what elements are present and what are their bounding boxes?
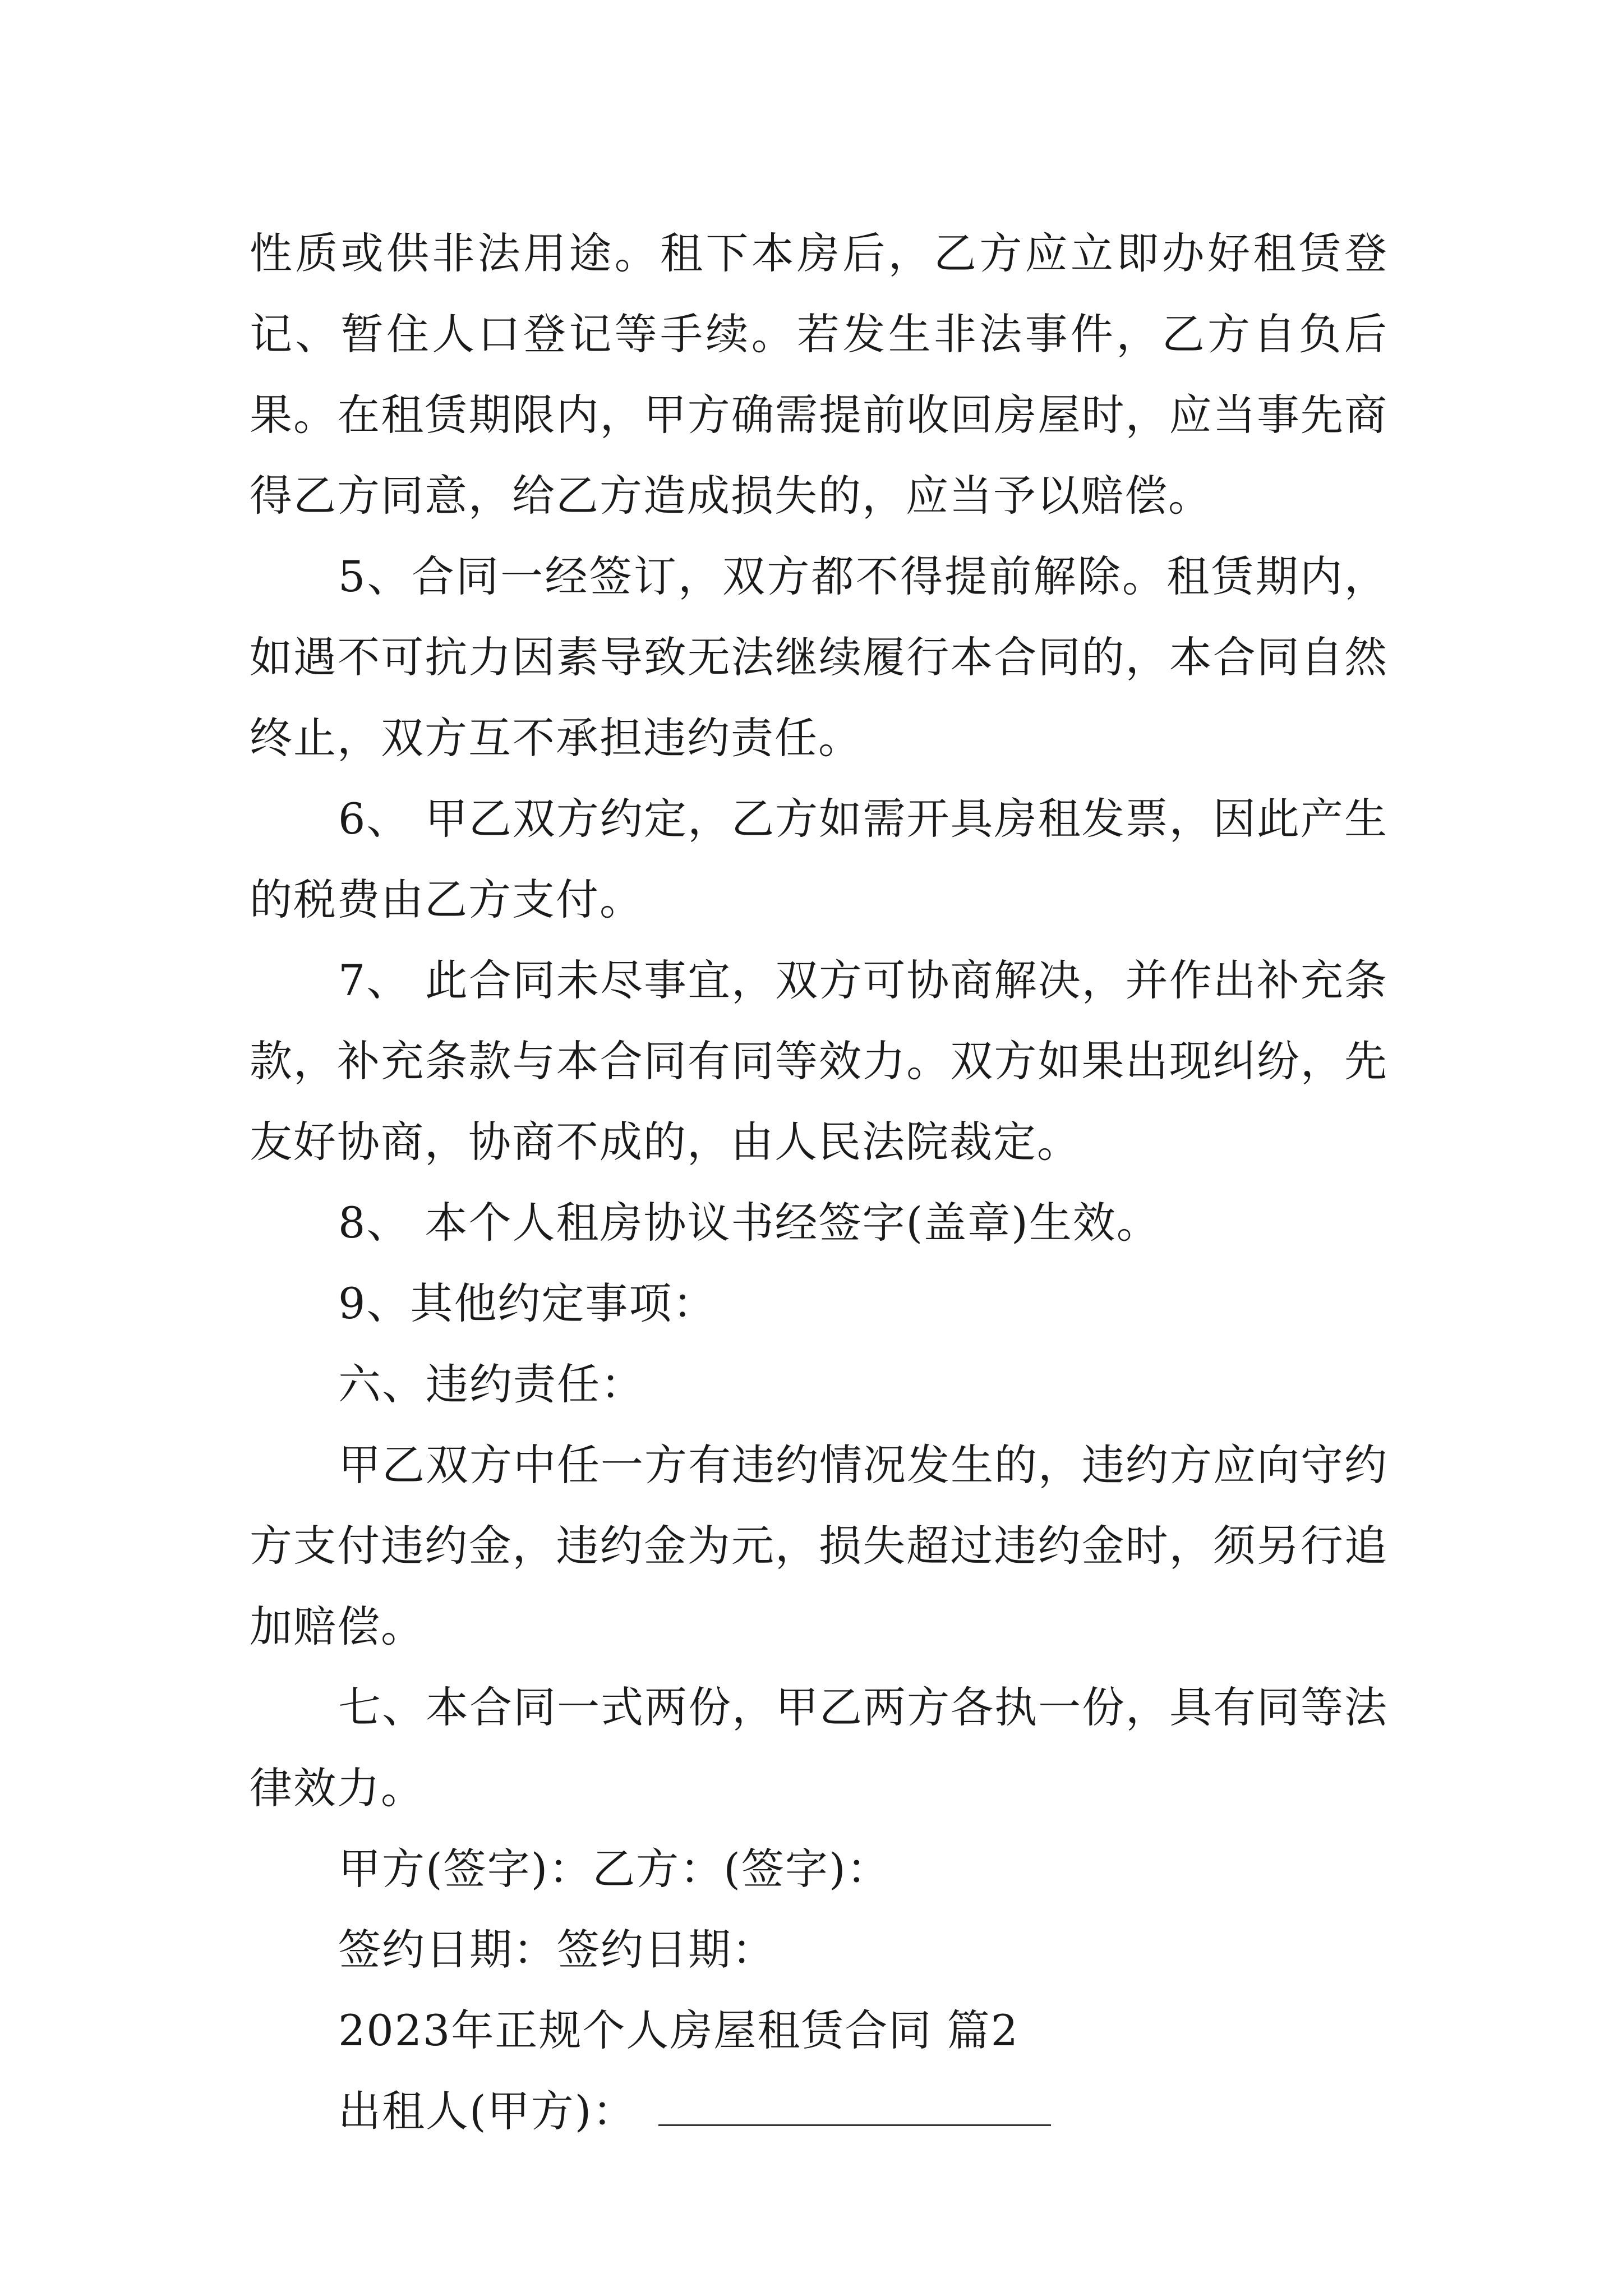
clause-7: 7、 此合同未尽事宜，双方可协商解决，并作出补充条款，补充条款与本合同有同等效力。双方如果出现纠纷，先友好协商，协商不成的，由人民法院裁定。 <box>250 955 1388 1167</box>
document-body <box>250 213 1388 2152</box>
clause-6: 6、 甲乙双方约定，乙方如需开具房租发票，因此产生的税费由乙方支付。 <box>250 794 1388 924</box>
lessor-blank-underline <box>658 2122 1051 2126</box>
clause-8: 8、 本个人租房协议书经签字(盖章)生效。 <box>338 1198 1160 1248</box>
clause-4-continuation: 性质或供非法用途。租下本房后，乙方应立即办好租赁登记、暂住人口登记等手续。若发生非法事件，乙方自负后果。在租赁期限内，甲方确需提前收回房屋时，应当事先商得乙方同意，给乙方造成损失的，应当予以赔偿。 <box>250 228 1388 521</box>
breach-liability-text: 甲乙双方中任一方有违约情况发生的，违约方应向守约方支付违约金，违约金为元，损失超过违约金时，须另行追加赔偿。 <box>250 1440 1388 1651</box>
section-heading-breach-liability: 六、违约责任： <box>338 1359 644 1409</box>
lessor-line <box>250 2071 1388 2152</box>
clause-5: 5、合同一经签订，双方都不得提前解除。租赁期内，如遇不可抗力因素导致无法继续履行本合同的，本合同自然终止，双方互不承担违约责任。 <box>250 551 1388 763</box>
lessor-label: 出租人(甲方)： <box>338 2086 637 2136</box>
signing-date-line: 签约日期：签约日期： <box>338 1925 776 1975</box>
clause-9: 9、其他约定事项： <box>338 1278 717 1328</box>
contract-2-title: 2023年正规个人房屋租赁合同 篇2 <box>338 2005 1019 2055</box>
section-7-copies: 七、本合同一式两份，甲乙两方各执一份，具有同等法律效力。 <box>250 1682 1388 1813</box>
signature-line: 甲方(签字)：乙方：(签字)： <box>338 1844 891 1894</box>
